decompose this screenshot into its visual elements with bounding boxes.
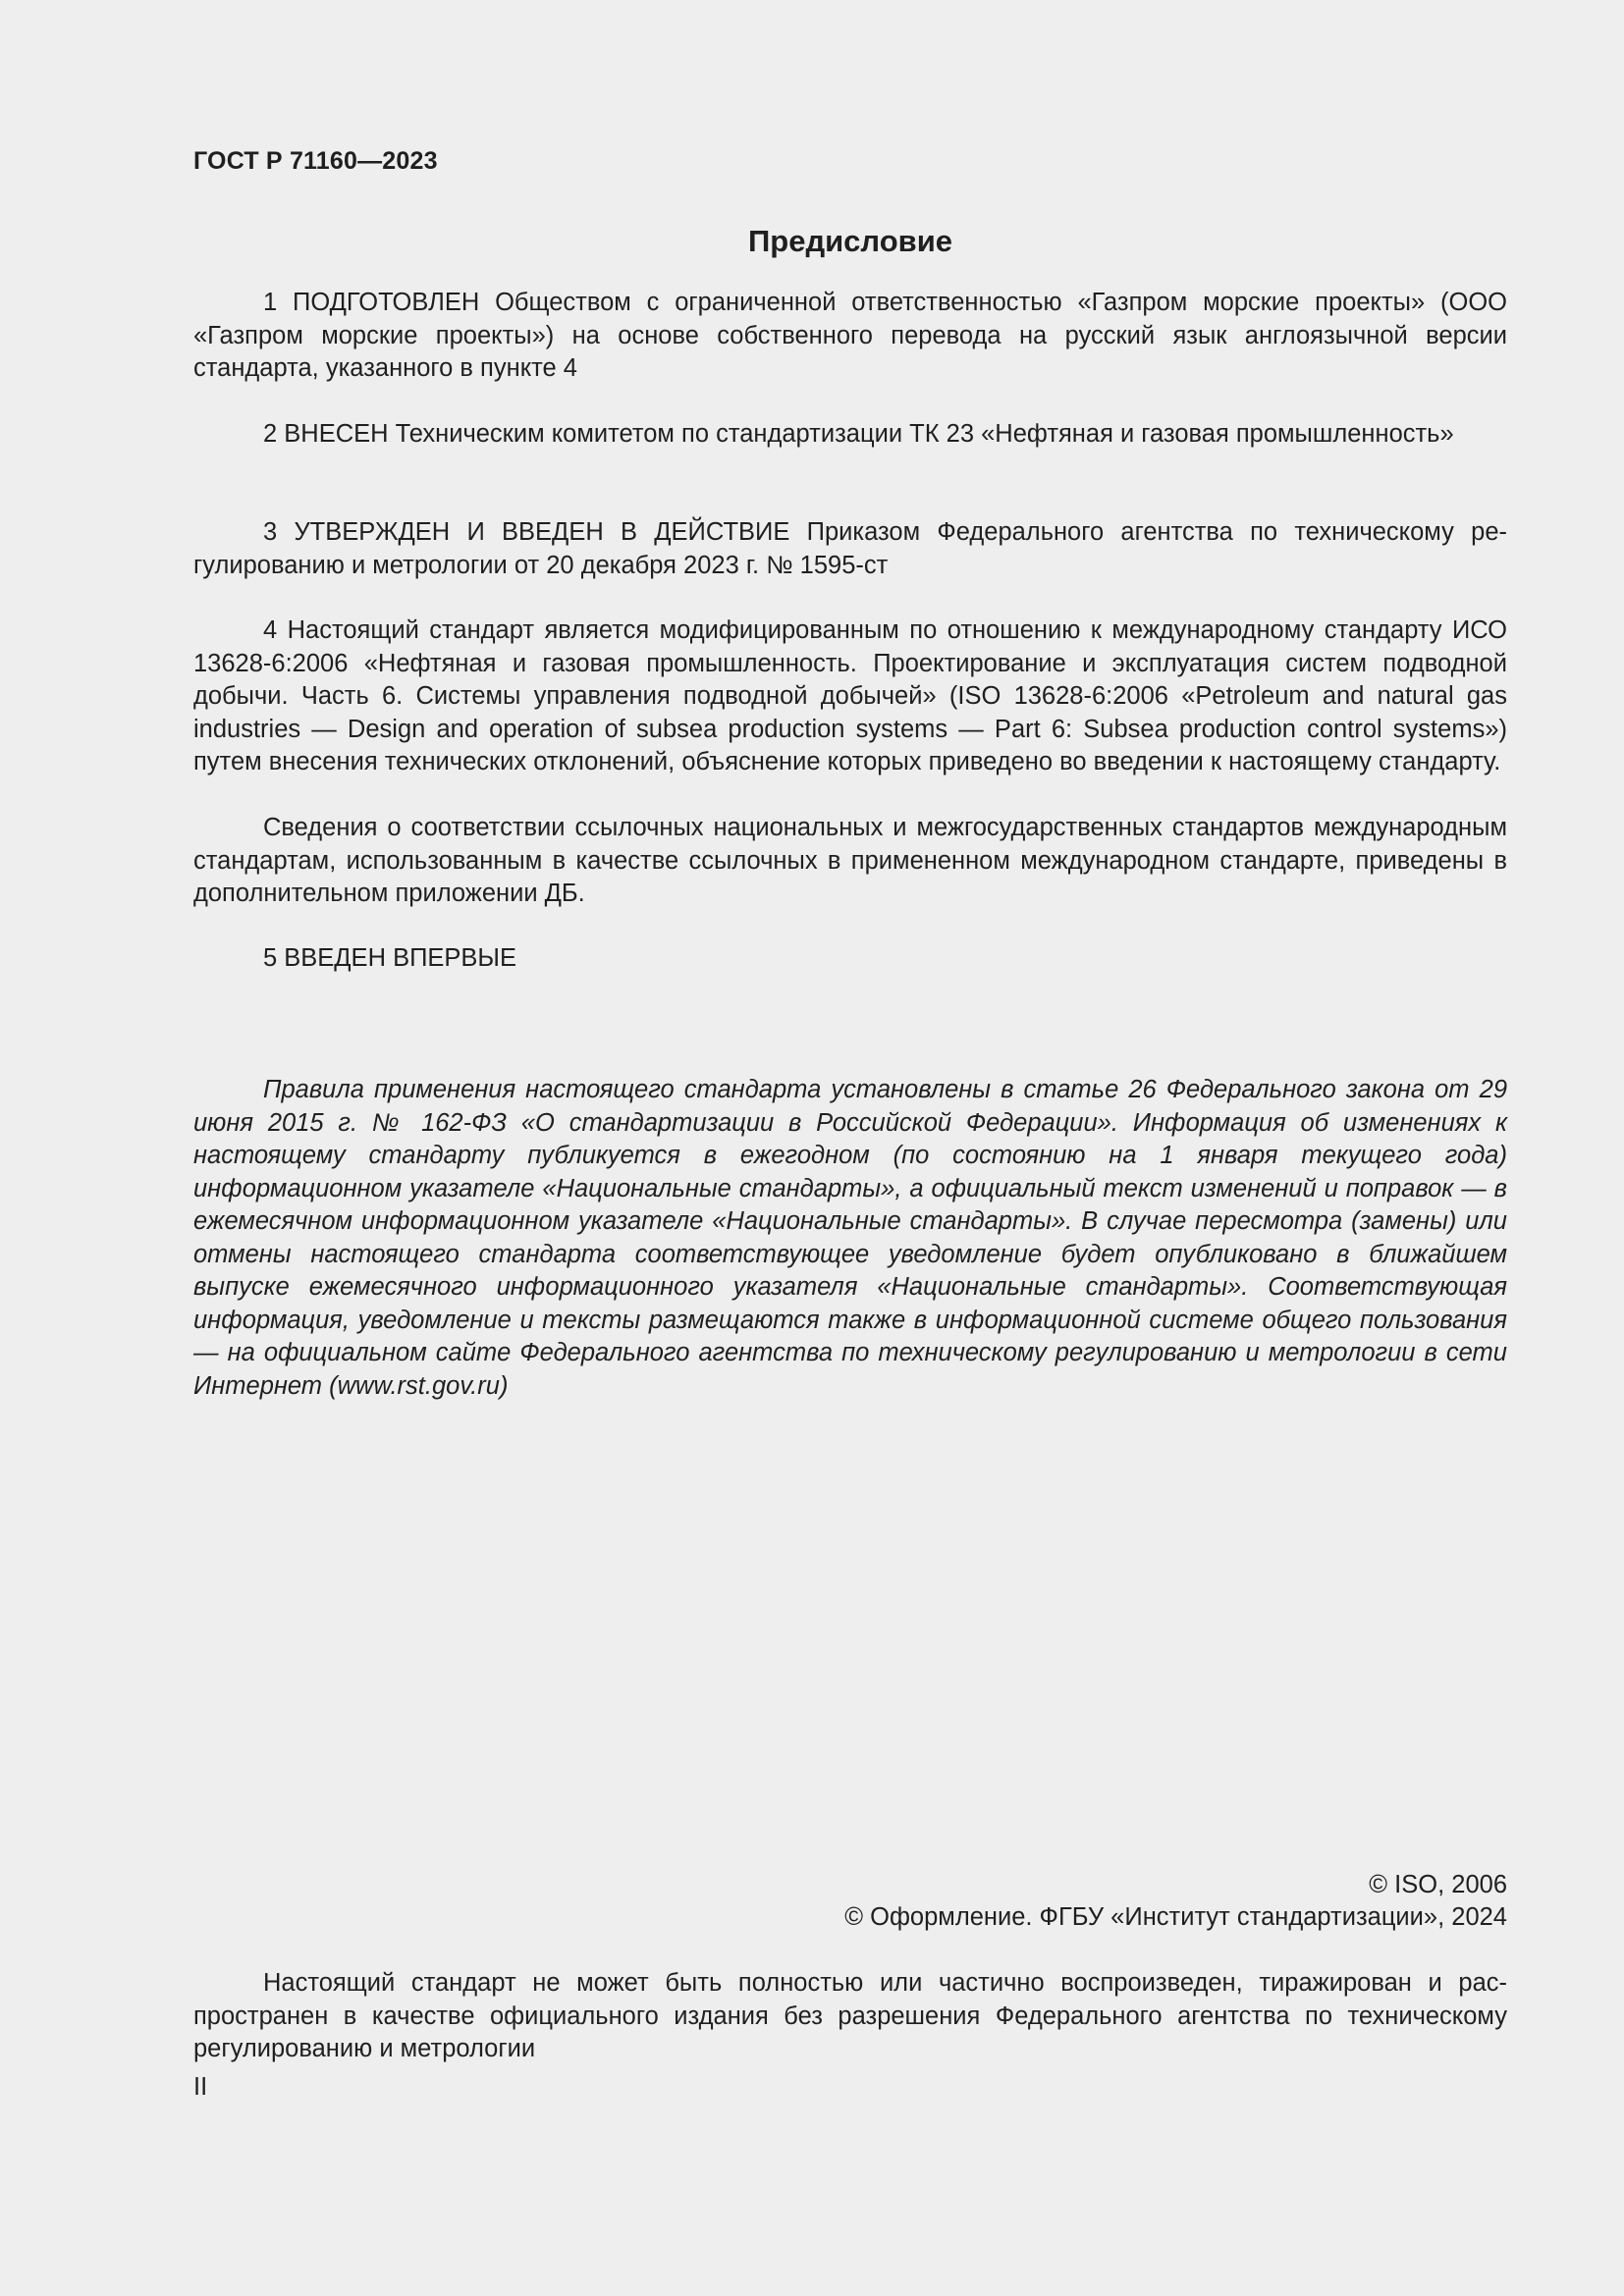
reproduction-notice: Настоящий стандарт не может быть полностью или частично воспроизведен, тиражирован и распространен в качестве официального издания без разрешения Федерального агентства по техническому регулированию и метрологии	[193, 1969, 1507, 2062]
foreword-item-1: 1 ПОДГОТОВЛЕН Обществом с ограниченной ответственностью «Газпром морские проекты» (ООО «Газпром морские проекты») на основе собственного перевода на русский язык англоязычной версии стандарта, указанного в пункте 4	[193, 289, 1507, 382]
rules-notice: Правила применения настоящего стандарта установлены в статье 26 Федерального закона от 29 июня 2015 г. № 162-ФЗ «О стандартизации в Российской Федерации». Информация об изменениях к настоящему стандарту публикуется в ежегодном (по состоянию на 1 января текущего года) информационном указателе «Национальные стандарты», а официальный текст изменений и поправок — в ежемесячном информационном указателе «Национальные стандарты». В случае пересмотра (замены) или отмены настоящего стандарта соответствующее уведомление будет опубликовано в ближайшем выпуске ежемесячного информационного указателя «Национальные стандарты». Соответствующая информация, уведомление и тексты размещаются также в информационной системе общего пользования — на официальном сайте Федерального агентства по техническому регулированию и метрологии в сети Интернет (www.rst.gov.ru)	[193, 1076, 1507, 1400]
page-number: II	[193, 2073, 208, 2101]
foreword-item-2: 2 ВНЕСЕН Техническим комитетом по стандартизации ТК 23 «Нефтяная и газовая промышленность»	[263, 420, 1454, 448]
section-title: Предисловие	[747, 224, 952, 258]
document-header: ГОСТ Р 71160—2023	[193, 147, 438, 175]
foreword-item-4: 4 Настоящий стандарт является модифицированным по отношению к международному стандарту ИСО 13628-6:2006 «Нефтяная и газовая промышленность. Проектирование и эксплуатация систем подводной добычи. Часть 6. Системы управления подводной добычей» (ISO 13628-6:2006 «Petroleum and natural gas industries — Design and operation of subsea production systems — Part 6: Subsea production control systems») путем внесения технических отклонений, объяснение которых приведено во введении к настоящему стандарту.	[193, 616, 1507, 775]
copyright-design: © Оформление. ФГБУ «Институт стандартизации», 2024	[844, 1903, 1507, 1931]
foreword-item-4-references: Сведения о соответствии ссылочных национальных и межгосударственных стандартов международным стандартам, использованным в качестве ссылочных в примененном международном стандарте, приведены в дополнительном приложении ДБ.	[193, 814, 1507, 907]
foreword-item-3: 3 УТВЕРЖДЕН И ВВЕДЕН В ДЕЙСТВИЕ Приказом Федерального агентства по техническому регулированию и метрологии от 20 декабря 2023 г. № 1595-ст	[193, 518, 1507, 579]
foreword-item-5: 5 ВВЕДЕН ВПЕРВЫЕ	[263, 944, 517, 972]
copyright-iso: © ISO, 2006	[1369, 1871, 1507, 1898]
